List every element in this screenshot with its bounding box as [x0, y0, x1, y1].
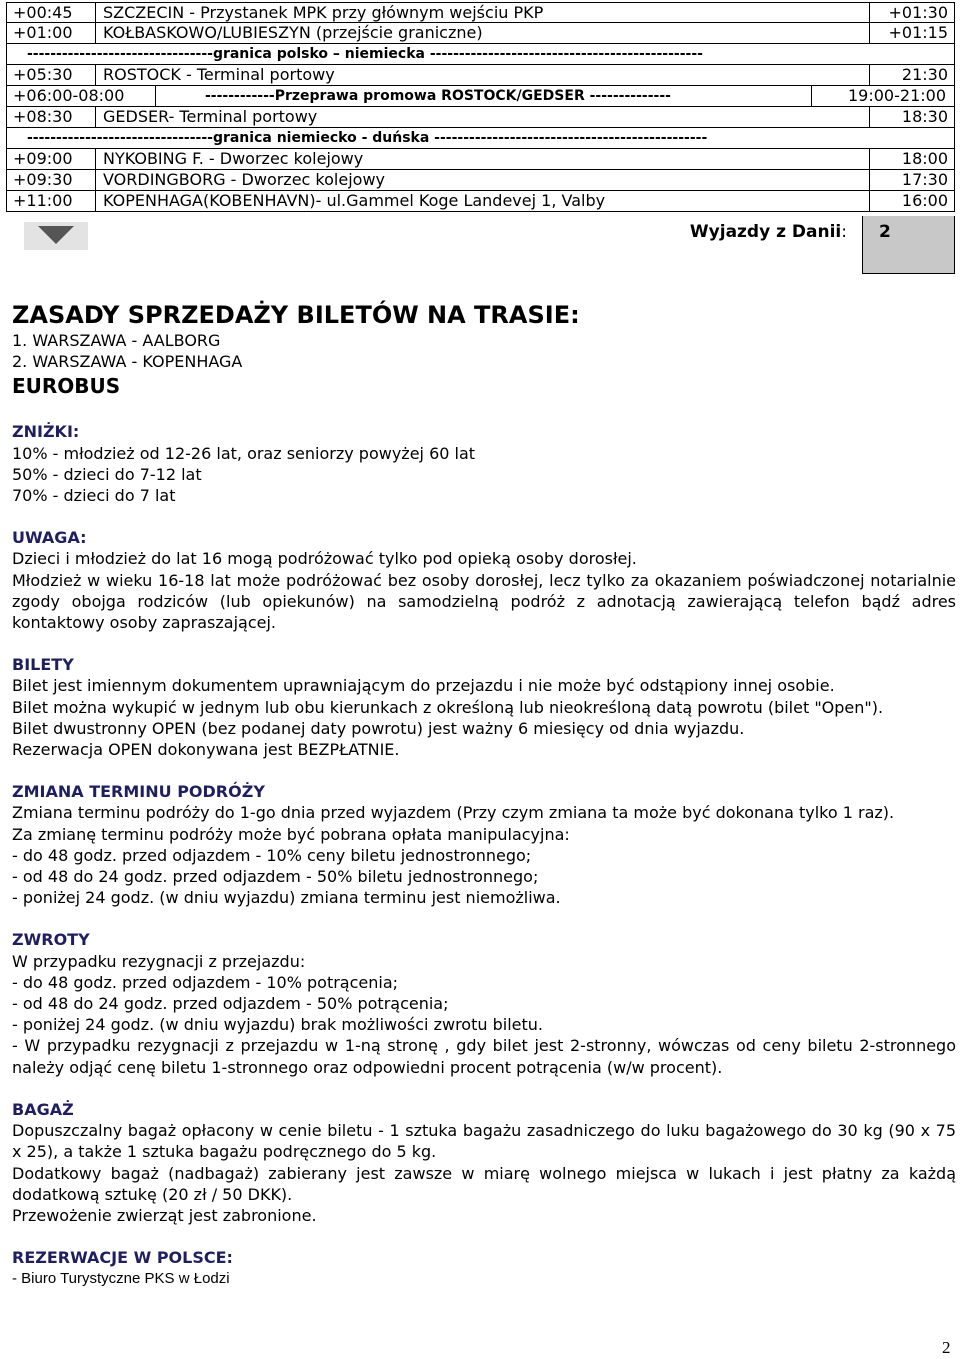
border-crossing-label: --------------------------------granica polsko – niemiecka ----------------------------------------------- [27, 46, 703, 62]
stop-name: ROSTOCK - Terminal portowy [103, 65, 335, 84]
column-divider [95, 65, 96, 85]
refunds-line: W przypadku rezygnacji z przejazdu: [12, 951, 306, 971]
stop-name: KOŁBASKOWO/LUBIESZYN (przejście graniczne) [103, 23, 483, 42]
border-crossing-label: --------------------------------granica niemiecko - duńska ----------------------------------------------- [27, 130, 708, 146]
route-1: 1. WARSZAWA - AALBORG [12, 331, 221, 350]
stop-name: SZCZECIN - Przystanek MPK przy głównym wejściu PKP [103, 3, 544, 22]
border-crossing-row [6, 44, 955, 65]
stop-name: NYKOBING F. - Dworzec kolejowy [103, 149, 364, 168]
column-divider [869, 65, 870, 85]
schedule-row [6, 107, 955, 128]
refunds-heading: ZWROTY [12, 930, 90, 950]
schedule-row [6, 2, 955, 23]
column-divider [95, 191, 96, 211]
discount-item: 50% - dzieci do 7-12 lat [12, 464, 202, 484]
column-divider [811, 86, 812, 106]
schedule-row [6, 191, 955, 212]
return-trips-label: Wyjazdy z Danii: [689, 222, 847, 242]
change-line: - poniżej 24 godz. (w dniu wyjazdu) zmiana terminu jest niemożliwa. [12, 888, 561, 908]
page-number: 2 [942, 1338, 951, 1357]
column-divider [155, 86, 156, 106]
note-paragraph: Dzieci i młodzież do lat 16 mogą podróżować tylko pod opieką osoby dorosłej. [12, 549, 637, 569]
stop-name: KOPENHAGA(KOBENHAVN)- ul.Gammel Koge Landevej 1, Valby [103, 191, 606, 210]
discounts-heading: ZNIŻKI: [12, 422, 80, 442]
ferry-row [6, 86, 955, 107]
schedule-row [6, 149, 955, 170]
route-2: 2. WARSZAWA - KOPENHAGA [12, 352, 243, 372]
down-triangle-icon[interactable] [24, 222, 88, 250]
change-line: - od 48 do 24 godz. przed odjazdem - 50% biletu jednostronnego; [12, 867, 539, 887]
luggage-line: Przewożenie zwierząt jest zabronione. [12, 1205, 317, 1225]
departure-time: +06:00-08:00 [13, 86, 125, 105]
schedule-row [6, 65, 955, 86]
departure-time: +05:30 [13, 65, 73, 84]
tickets-heading: BILETY [12, 655, 74, 675]
tickets-line: Rezerwacja OPEN dokonywana jest BEZPŁATNIE. [12, 740, 400, 760]
return-time: 18:30 [901, 107, 948, 126]
return-time: +01:15 [888, 23, 948, 42]
luggage-line: Dodatkowy bagaż (nadbagaż) zabierany jest zawsze w miarę wolnego miejsca w lukach i jest płatny za każdą dodatkową sztukę (20 zł / 50 DKK). [12, 1163, 956, 1204]
return-trips-count: 2 [879, 222, 891, 242]
stop-name: VORDINGBORG - Dworzec kolejowy [103, 170, 385, 189]
change-line: - do 48 godz. przed odjazdem - 10% ceny biletu jednostronnego; [12, 845, 532, 865]
departure-time: +08:30 [13, 107, 73, 126]
tickets-line: Bilet jest imiennym dokumentem uprawniającym do przejazdu i nie może być odstąpiony innej osobie. [12, 676, 835, 696]
booking-line: - Biuro Turystyczne PKS w Łodzi [12, 1270, 230, 1288]
column-divider [869, 3, 870, 22]
return-time: +01:30 [888, 3, 948, 22]
return-time: 19:00-21:00 [848, 86, 946, 105]
rules-title: ZASADY SPRZEDAŻY BILETÓW NA TRASIE: [12, 301, 580, 329]
ferry-label: ------------Przeprawa promowa ROSTOCK/GEDSER -------------- [205, 88, 671, 104]
tickets-line: Bilet można wykupić w jednym lub obu kierunkach z określoną lub nieokreśloną datą powrotu (bilet "Open"). [12, 697, 884, 717]
schedule-row [6, 170, 955, 191]
luggage-line: Dopuszczalny bagaż opłacony w cenie biletu - 1 sztuka bagażu zasadniczego do luku bagażowego do 30 kg (90 x 75 x 25), a także 1 sztuka bagażu podręcznego do 5 kg. [12, 1121, 956, 1162]
column-divider [95, 3, 96, 22]
column-divider [869, 23, 870, 43]
refunds-line: - od 48 do 24 godz. przed odjazdem - 50% potrącenia; [12, 994, 449, 1014]
discount-item: 70% - dzieci do 7 lat [12, 486, 176, 506]
schedule-table [6, 2, 955, 212]
change-line: Zmiana terminu podróży do 1-go dnia przed wyjazdem (Przy czym zmiana ta może być dokonana tylko 1 raz). [12, 803, 895, 823]
refunds-line: - W przypadku rezygnacji z przejazdu w 1-ną stronę , gdy bilet jest 2-stronny, wówczas od ceny biletu 2-stronnego należy odjąć cenę biletu 1-stronnego oraz odpowiedni procent potrącenia (w/w procent). [12, 1036, 956, 1077]
departure-time: +11:00 [13, 191, 73, 210]
change-line: Za zmianę terminu podróży może być pobrana opłata manipulacyjna: [12, 824, 570, 844]
note-paragraph: Młodzież w wieku 16-18 lat może podróżować bez osoby dorosłej, lecz tylko za okazaniem poświadczonej notarialnie zgody obojga rodziców (lub opiekunów) na samodzielną podróż z adnotacją zawierającą telefon bądź adres kontaktowy osoby zapraszającej. [12, 570, 956, 633]
return-time: 18:00 [901, 149, 948, 168]
column-divider [95, 149, 96, 169]
column-divider [869, 170, 870, 190]
change-heading: ZMIANA TERMINU PODRÓŻY [12, 782, 265, 802]
note-heading: UWAGA: [12, 528, 87, 548]
rules-content [12, 300, 956, 1290]
booking-heading: REZERWACJE W POLSCE: [12, 1248, 233, 1268]
schedule-footer [6, 216, 955, 274]
column-divider [95, 107, 96, 127]
column-divider [869, 107, 870, 127]
stop-name: GEDSER- Terminal portowy [103, 107, 318, 126]
border-crossing-row [6, 128, 955, 149]
carrier-name: EUROBUS [12, 374, 121, 399]
departure-time: +00:45 [13, 3, 73, 22]
return-time: 21:30 [901, 65, 948, 84]
column-divider [95, 170, 96, 190]
column-divider [95, 23, 96, 43]
return-time: 17:30 [901, 170, 948, 189]
departure-time: +09:00 [13, 149, 73, 168]
refunds-line: - poniżej 24 godz. (w dniu wyjazdu) brak możliwości zwrotu biletu. [12, 1015, 543, 1035]
discount-item: 10% - młodzież od 12-26 lat, oraz seniorzy powyżej 60 lat [12, 443, 476, 463]
column-divider [869, 191, 870, 211]
refunds-line: - do 48 godz. przed odjazdem - 10% potrącenia; [12, 972, 399, 992]
tickets-line: Bilet dwustronny OPEN (bez podanej daty powrotu) jest ważny 6 miesięcy od dnia wyjazdu. [12, 718, 745, 738]
departure-time: +01:00 [13, 23, 73, 42]
column-divider [869, 149, 870, 169]
return-trips-count-box [862, 216, 955, 274]
departure-time: +09:30 [13, 170, 73, 189]
return-time: 16:00 [901, 191, 948, 210]
luggage-heading: BAGAŻ [12, 1099, 74, 1119]
schedule-row [6, 23, 955, 44]
